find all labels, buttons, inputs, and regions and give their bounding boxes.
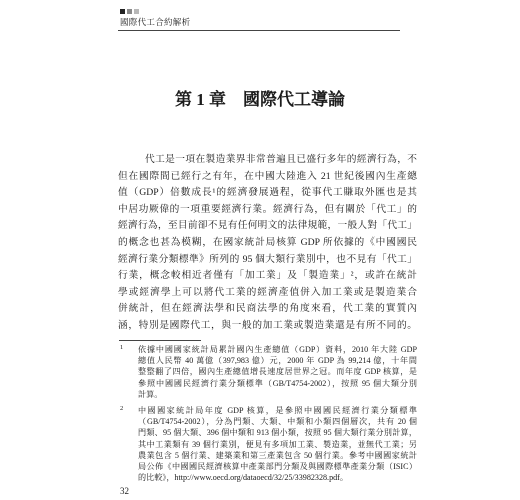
body-line: 經濟行為，至目前卻不見有任何明文的法律規範，一般人對「代工」: [118, 220, 417, 232]
body-paragraph: [118, 152, 417, 335]
body-line: 學或經濟學上可以將代工業的經濟產值併入加工業或是製造業合: [118, 286, 417, 298]
three-squares-icon: [120, 9, 139, 14]
body-line: 代工是一項在製造業界非常普遍且已盛行多年的經濟行為，不: [145, 154, 417, 165]
footnote-line: 整整翻了四倍，國內生產總值增長速度居世界之冠。而年度 GDP 核算，是: [138, 367, 417, 377]
square-icon: [134, 9, 139, 14]
running-head-book-title: 國際代工合約解析: [120, 17, 191, 27]
footnote-number: 2: [120, 405, 124, 412]
footnote-line: 參照中國國民經濟行業分類標準（GB/T4754-2002），按照 95 個大類分別: [138, 378, 417, 388]
footnote-line: 門類、95 個大類、396 個中類和 913 個小類，按照 95 個大類行業分別計算，: [138, 428, 417, 438]
body-line: 行業，概念較相近者僅有「加工業」及「製造業」²，或許在統計: [118, 270, 417, 282]
body-line: 的概念也甚為模糊，在國家統計局核算 GDP 所依據的《中國國民: [118, 236, 417, 248]
footnote-line: 計算。: [138, 389, 163, 399]
body-line: 值（GDP）倍數成長¹的經濟發展過程，從事代工賺取外匯也是其: [118, 187, 417, 199]
body-line: 但在國際間已經行之有年，在中國大陸進入 21 世紀後國內生產總: [118, 170, 417, 182]
footnote-line: 的比較》，http://www.oecd.org/dataoecd/32/25/33982328.pdf。: [138, 473, 348, 483]
body-line: 經濟行業分類標準》所列的 95 個大類行業別中，也不見有「代工」: [118, 253, 417, 265]
footnote-number: 1: [120, 344, 124, 351]
footnote: [118, 405, 417, 483]
footnote-line: 農業包含 5 個行業、建築業和第三產業包含 50 個行業。參考中國國家統計: [138, 450, 417, 460]
page-number: 32: [120, 486, 129, 496]
footnote-line: （GB/T4754-2002），分為門類、大類、中類和小類四個層次，共有 20 個: [138, 417, 417, 427]
footnote-divider: [119, 340, 201, 341]
body-line: 併統計，但在經濟法學和民商法學的角度來看，代工業的實質內: [118, 303, 417, 315]
footnote-line: 其中工業類有 39 個行業別，便見有多項加工業、製造業，並無代工業；另: [138, 439, 417, 449]
chapter-title: 第 1 章 國際代工導論: [175, 90, 345, 109]
footnote-line: 依據中國國家統計局累計國內生產總值（GDP）資料，2010 年大陸 GDP: [138, 345, 417, 354]
footnote-line: 中國國家統計局年度 GDP 核算，是參照中國國民經濟行業分類標準: [138, 406, 417, 415]
footnote-text: [138, 405, 417, 483]
header-divider: [118, 30, 400, 31]
footnote-line: 局公佈《中國國民經濟核算中產業部門分類及與國際標準產業分類（ISIC）: [138, 461, 417, 471]
body-line: 中居功厥偉的一項重要經濟行業。經濟行為，但有關於「代工」的: [118, 203, 417, 215]
footnote: [118, 344, 417, 400]
square-icon: [120, 9, 125, 14]
body-line: 涵，特別是國際代工，與一般的加工業或製造業還是有所不同的。: [118, 319, 417, 331]
footnote-text: [138, 344, 417, 400]
footnote-line: 總值人民幣 40 萬億（397,983 億）元，2000 年 GDP 為 99,214 億，十年間: [138, 356, 417, 366]
square-icon: [127, 9, 132, 14]
